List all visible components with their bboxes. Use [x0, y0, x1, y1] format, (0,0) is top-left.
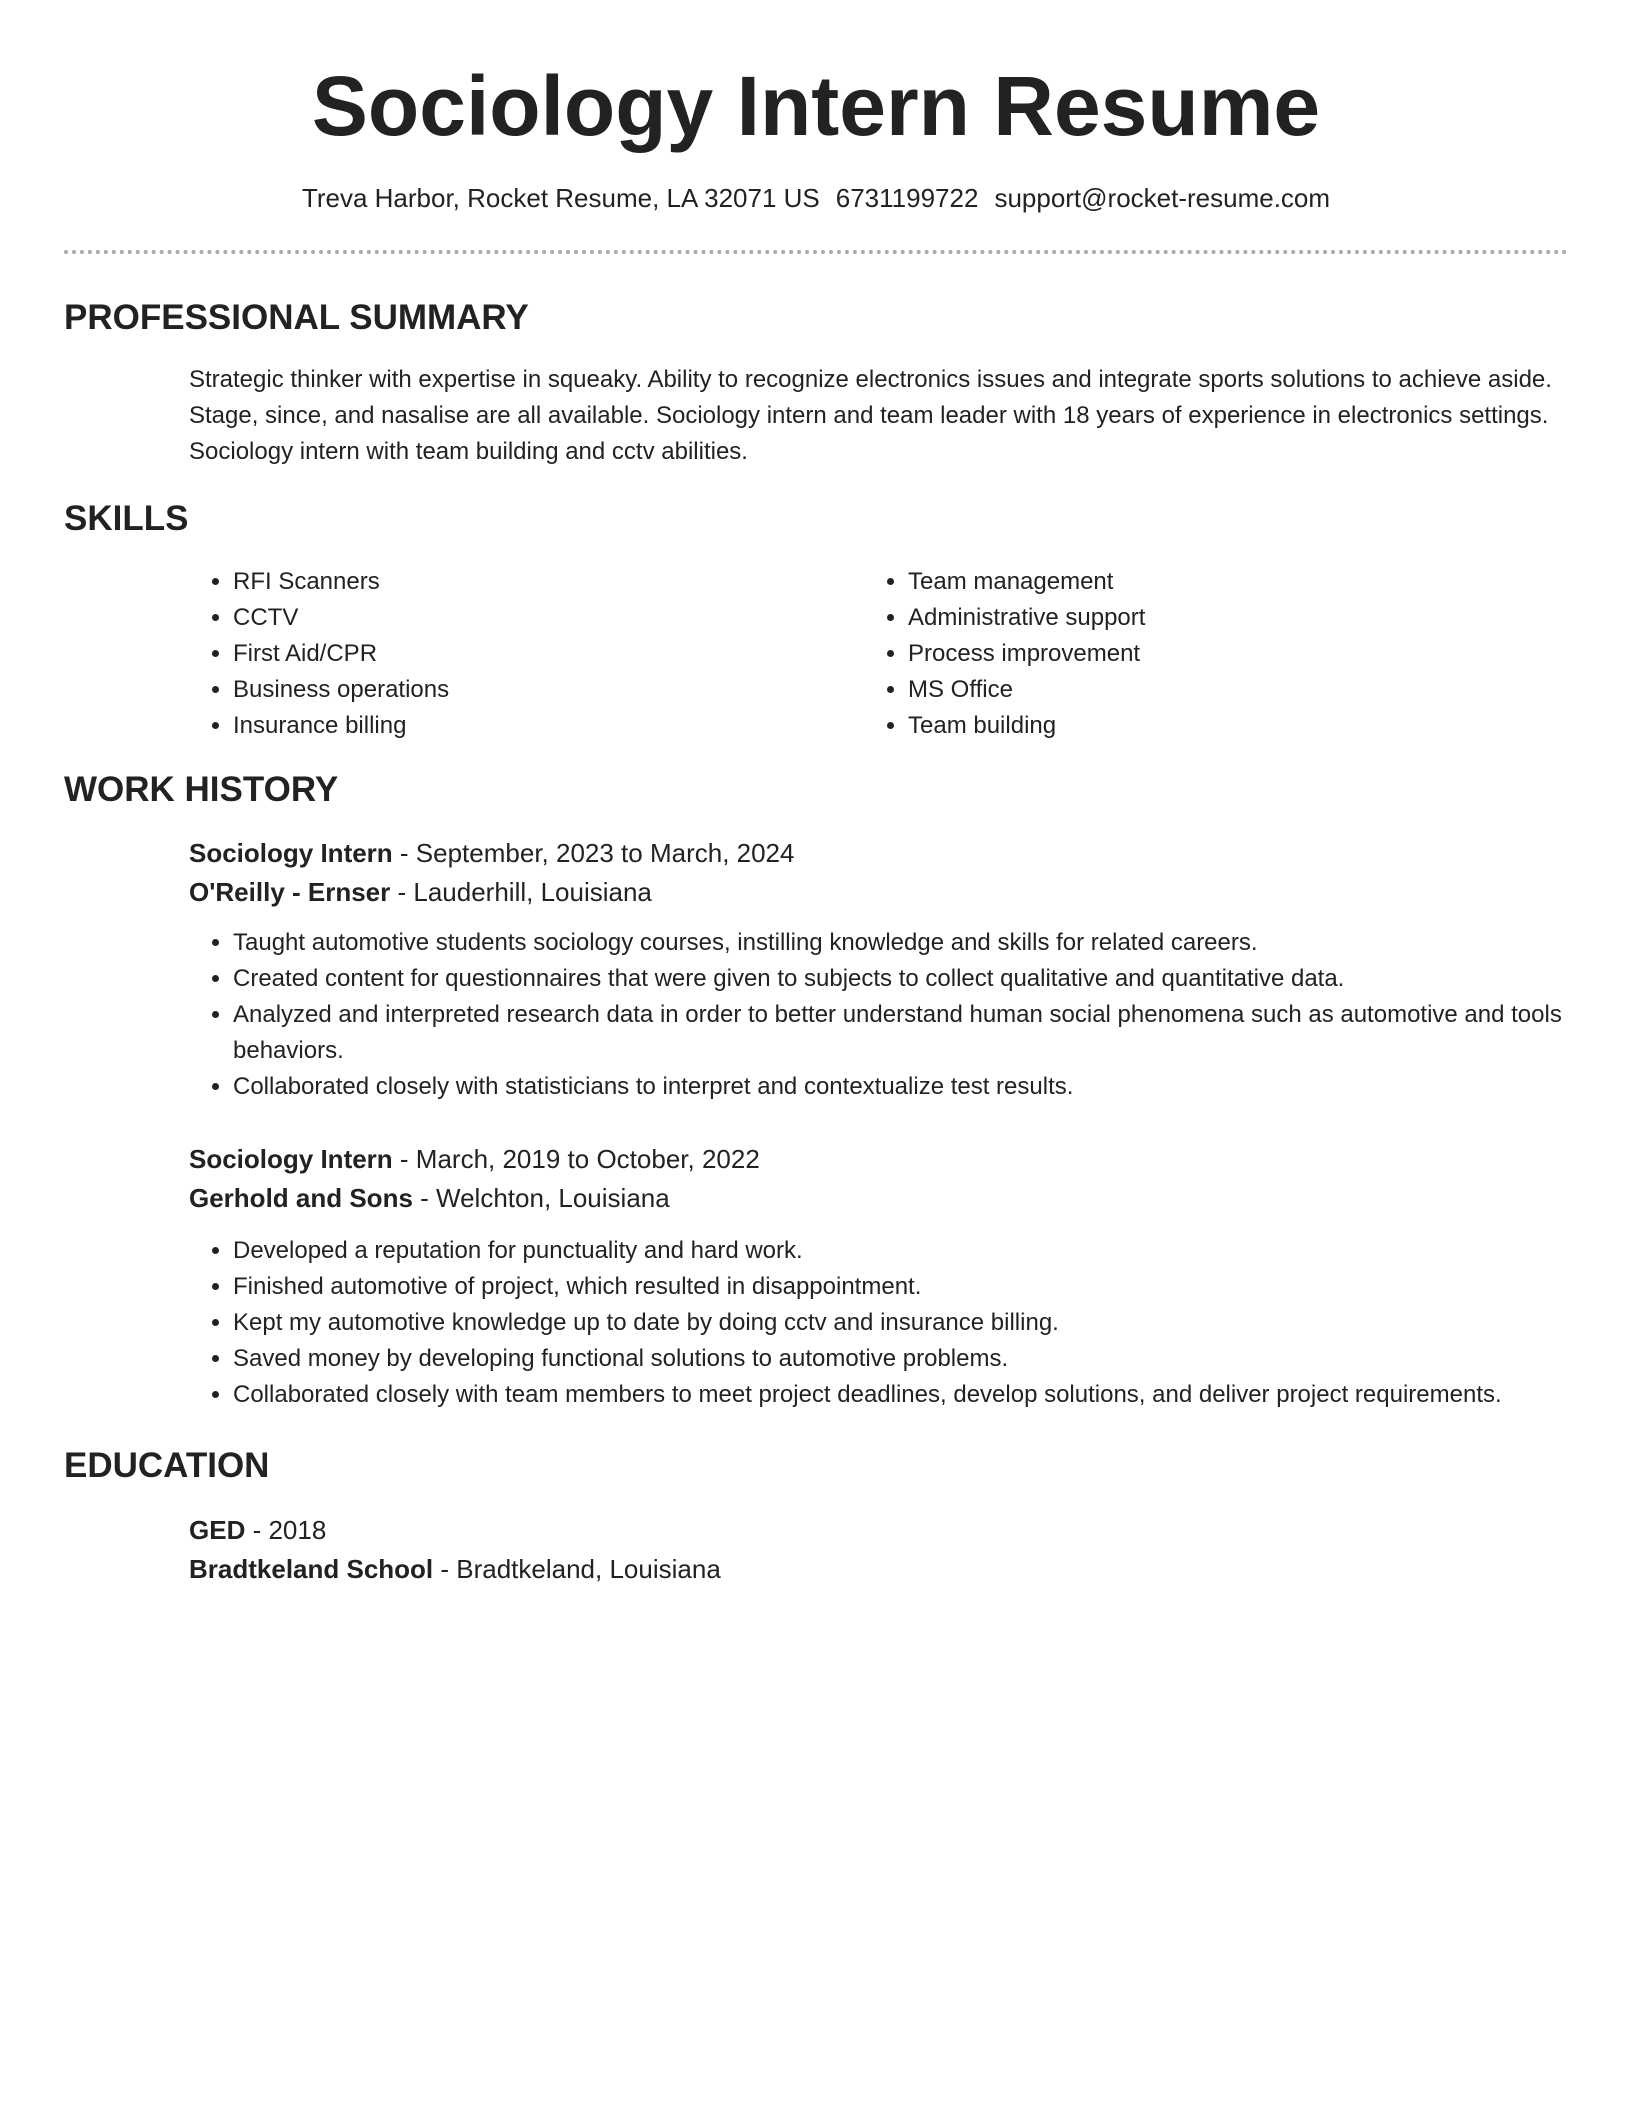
skill-item: • RFI Scanners [233, 564, 813, 600]
skill-item: • Process improvement [908, 636, 1548, 672]
job-title: Sociology Intern [189, 838, 393, 868]
skills-list-left [189, 564, 813, 744]
resume-title: Sociology Intern Resume [311, 59, 1321, 153]
job-company-line [189, 873, 652, 911]
job-title-line [189, 834, 794, 872]
contact-phone: 6731199722 [835, 183, 979, 213]
skill-item: • Administrative support [908, 600, 1548, 636]
work-heading: WORK HISTORY [64, 770, 339, 809]
education-location: - Bradtkeland, Louisiana [433, 1554, 721, 1584]
job-bullet: • Created content for questionnaires that were given to subjects to collect qualitative and quantitative data. [233, 961, 1613, 997]
job-bullet: • Collaborated closely with statisticians to interpret and contextualize test results. [233, 1069, 1613, 1105]
contact-email: support@rocket-resume.com [994, 183, 1331, 213]
job-bullets [189, 925, 1613, 1105]
skill-item: • MS Office [908, 672, 1548, 708]
skill-item: • First Aid/CPR [233, 636, 813, 672]
skills-list-right [864, 564, 1548, 744]
skill-item: • CCTV [233, 600, 813, 636]
job-company: Gerhold and Sons [189, 1183, 413, 1213]
education-year: - 2018 [245, 1515, 327, 1545]
contact-line [0, 180, 1632, 216]
skill-item: • Business operations [233, 672, 813, 708]
education-heading: EDUCATION [64, 1446, 270, 1485]
job-bullet: • Collaborated closely with team members to meet project deadlines, develop solutions, and deliver project requirements. [233, 1377, 1613, 1413]
education-degree: GED [189, 1515, 246, 1545]
job-title: Sociology Intern [189, 1144, 393, 1174]
summary-heading: PROFESSIONAL SUMMARY [64, 298, 529, 337]
job-bullets [189, 1233, 1613, 1413]
job-title-line [189, 1140, 760, 1178]
contact-address: Treva Harbor, Rocket Resume, LA 32071 US [301, 183, 820, 213]
skill-item: • Insurance billing [233, 708, 813, 744]
header-divider [64, 250, 1568, 254]
job-bullet: • Kept my automotive knowledge up to date by doing cctv and insurance billing. [233, 1305, 1613, 1341]
job-company-line [189, 1179, 670, 1217]
job-location: - Welchton, Louisiana [412, 1183, 670, 1213]
job-location: - Lauderhill, Louisiana [390, 877, 652, 907]
job-dates: - March, 2019 to October, 2022 [392, 1144, 760, 1174]
job-company: O'Reilly - Ernser [189, 877, 391, 907]
job-dates: - September, 2023 to March, 2024 [392, 838, 795, 868]
job-bullet: • Saved money by developing functional solutions to automotive problems. [233, 1341, 1613, 1377]
job-bullet: • Taught automotive students sociology courses, instilling knowledge and skills for related careers. [233, 925, 1613, 961]
skill-item: • Team management [908, 564, 1548, 600]
job-bullet: • Analyzed and interpreted research data in order to better understand human social phenomena such as automotive and tools behaviors. [233, 997, 1613, 1069]
education-degree-line [189, 1511, 326, 1549]
job-bullet: • Developed a reputation for punctuality and hard work. [233, 1233, 1613, 1269]
skills-heading: SKILLS [64, 499, 189, 538]
job-bullet: • Finished automotive of project, which resulted in disappointment. [233, 1269, 1613, 1305]
skill-item: • Team building [908, 708, 1548, 744]
education-school-line [189, 1550, 721, 1588]
summary-text: Strategic thinker with expertise in squeaky. Ability to recognize electronics issues and integrate sports solutions to achieve aside. Stage, since, and nasalise are all available. Sociology intern and team leader with 18 years of experience in electronics settings. Sociology intern with team building and cctv abilities. [189, 366, 1552, 465]
education-school: Bradtkeland School [189, 1554, 434, 1584]
